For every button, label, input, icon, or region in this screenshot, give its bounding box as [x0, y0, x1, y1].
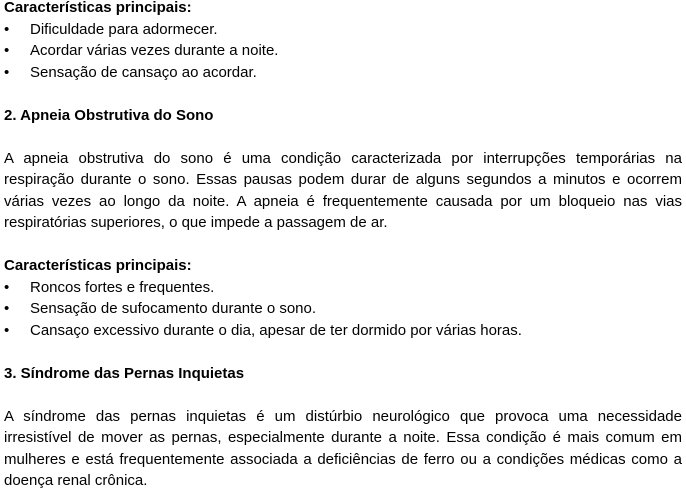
bullet-icon: •: [4, 63, 10, 81]
list-item-text: Roncos fortes e frequentes.: [30, 278, 215, 296]
section2-features-heading: Características principais:: [4, 257, 192, 274]
bullet-icon: •: [4, 20, 10, 38]
spacer: [4, 126, 682, 148]
list-item: [4, 40, 682, 62]
list-item: [4, 19, 682, 41]
list-item-text: Sensação de cansaço ao acordar.: [30, 63, 257, 81]
document-body: [4, 0, 682, 492]
list-item: [4, 298, 682, 320]
list-item-text: Sensação de sufocamento durante o sono.: [30, 300, 317, 317]
list-item-text: Cansaço excessivo durante o dia, apesar de ter dormido por várias horas.: [30, 321, 522, 339]
section3-paragraph: A síndrome das pernas inquietas é um distúrbio neurológico que provoca uma necessidade irresistível de mover as pernas, especialmente durante a noite. Essa condição é mais comum em mulheres e está frequentemente associada a deficiências de ferro ou a condições médicas como a doença renal crônica.: [4, 407, 682, 489]
spacer: [4, 83, 682, 105]
list-item: [4, 277, 682, 299]
section2-heading: 2. Apneia Obstrutiva do Sono: [4, 106, 214, 124]
spacer: [4, 341, 682, 363]
section2-features-list: [4, 277, 682, 342]
bullet-icon: •: [4, 300, 10, 317]
section2-paragraph: A apneia obstrutiva do sono é uma condição caracterizada por interrupções temporárias na respiração durante o sono. Essas pausas podem durar de alguns segundos a minutos e ocorrem várias vezes ao longo da noite. A apneia é frequentemente causada por um bloqueio nas vias respiratórias superiores, o que impede a passagem de ar.: [4, 149, 682, 231]
list-item: [4, 320, 682, 342]
list-item: [4, 62, 682, 84]
bullet-icon: •: [4, 321, 10, 339]
section1-features-heading: Características principais:: [4, 0, 192, 16]
spacer: [4, 234, 682, 256]
section3-heading: 3. Síndrome das Pernas Inquietas: [4, 364, 245, 382]
list-item-text: Dificuldade para adormecer.: [30, 20, 218, 38]
section1-features-list: [4, 19, 682, 84]
list-item-text: Acordar várias vezes durante a noite.: [30, 42, 279, 59]
bullet-icon: •: [4, 42, 10, 59]
spacer: [4, 384, 682, 406]
bullet-icon: •: [4, 278, 10, 296]
